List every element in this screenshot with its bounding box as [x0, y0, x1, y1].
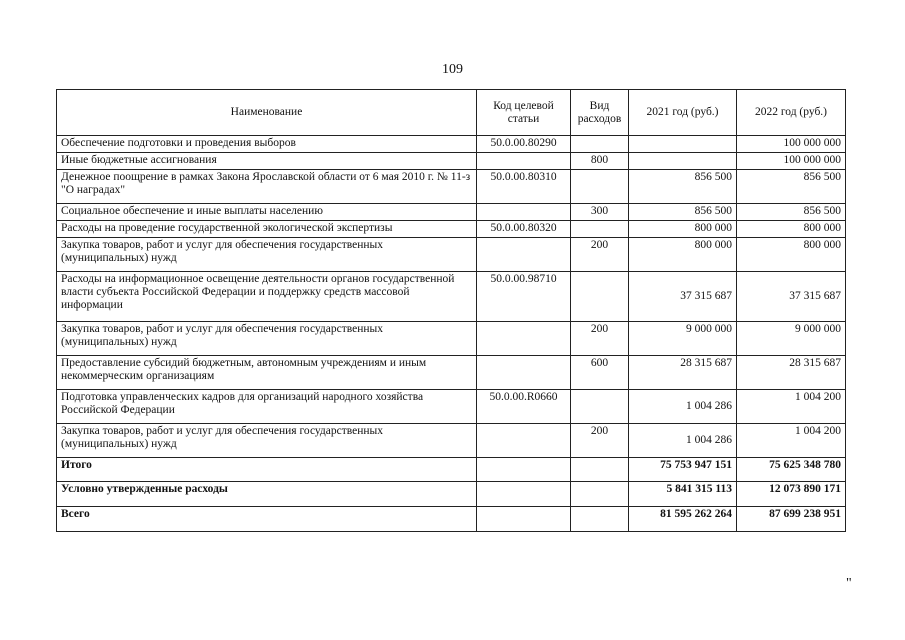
row-name: Денежное поощрение в рамках Закона Ярославской области от 6 мая 2010 г. № 11-з "О наградах": [57, 170, 477, 204]
row-2022: 1 004 200: [737, 390, 846, 424]
row-kind: [571, 272, 629, 322]
row-code: [477, 322, 571, 356]
row-2022: 856 500: [737, 170, 846, 204]
row-code: 50.0.00.98710: [477, 272, 571, 322]
table-row: [57, 322, 846, 356]
row-kind: 300: [571, 204, 629, 221]
row-name: Расходы на информационное освещение деятельности органов государственной власти субъекта Российской Федерации и поддержку средств массовой информации: [57, 272, 477, 322]
row-2021: 800 000: [629, 221, 737, 238]
row-name: Иные бюджетные ассигнования: [57, 153, 477, 170]
row-name: Закупка товаров, работ и услуг для обеспечения государственных (муниципальных) нужд: [57, 238, 477, 272]
header-2021: 2021 год (руб.): [629, 90, 737, 136]
row-code: 50.0.00.80310: [477, 170, 571, 204]
row-2022: 12 073 890 171: [737, 482, 846, 507]
table-row: [57, 153, 846, 170]
row-2022: 87 699 238 951: [737, 507, 846, 532]
row-name: Подготовка управленческих кадров для организаций народного хозяйства Российской Федерации: [57, 390, 477, 424]
row-2022: 9 000 000: [737, 322, 846, 356]
row-2022: 1 004 200: [737, 424, 846, 458]
row-kind: 200: [571, 424, 629, 458]
row-kind: [571, 507, 629, 532]
row-code: 50.0.00.80290: [477, 136, 571, 153]
table-row: [57, 424, 846, 458]
row-2021: 856 500: [629, 204, 737, 221]
row-2021: 5 841 315 113: [629, 482, 737, 507]
row-code: 50.0.00.R0660: [477, 390, 571, 424]
row-name: Условно утвержденные расходы: [57, 482, 477, 507]
page-number: 109: [442, 62, 463, 77]
row-kind: 200: [571, 322, 629, 356]
header-2022: 2022 год (руб.): [737, 90, 846, 136]
row-2021: 1 004 286: [629, 390, 737, 424]
row-name: Предоставление субсидий бюджетным, автономным учреждениям и иным некоммерческим организациям: [57, 356, 477, 390]
table-row: [57, 170, 846, 204]
header-kind: Вид расходов: [571, 90, 629, 136]
row-2021: 856 500: [629, 170, 737, 204]
row-kind: 200: [571, 238, 629, 272]
header-code: Код целевой статьи: [477, 90, 571, 136]
row-2022: 37 315 687: [737, 272, 846, 322]
row-2021: 75 753 947 151: [629, 458, 737, 482]
table-header-row: [57, 90, 846, 136]
row-code: [477, 238, 571, 272]
row-2022: 856 500: [737, 204, 846, 221]
row-name: Всего: [57, 507, 477, 532]
table-row: [57, 390, 846, 424]
row-2022: 100 000 000: [737, 136, 846, 153]
row-2021: 9 000 000: [629, 322, 737, 356]
total-row: [57, 458, 846, 482]
row-2021: 28 315 687: [629, 356, 737, 390]
budget-table: [56, 89, 846, 532]
conditional-expenses-row: [57, 482, 846, 507]
row-name: Закупка товаров, работ и услуг для обеспечения государственных (муниципальных) нужд: [57, 424, 477, 458]
table-row: [57, 136, 846, 153]
row-code: [477, 153, 571, 170]
row-name: Социальное обеспечение и иные выплаты населению: [57, 204, 477, 221]
row-kind: [571, 221, 629, 238]
row-kind: [571, 136, 629, 153]
row-kind: [571, 482, 629, 507]
table-row: [57, 238, 846, 272]
closing-quote: ": [846, 576, 852, 591]
table-row: [57, 272, 846, 322]
row-2021: 37 315 687: [629, 272, 737, 322]
row-2021: [629, 153, 737, 170]
row-kind: 800: [571, 153, 629, 170]
row-name: Итого: [57, 458, 477, 482]
row-2021: [629, 136, 737, 153]
row-name: Расходы на проведение государственной экологической экспертизы: [57, 221, 477, 238]
row-code: [477, 204, 571, 221]
row-code: [477, 507, 571, 532]
row-2022: 28 315 687: [737, 356, 846, 390]
row-code: [477, 424, 571, 458]
row-kind: 600: [571, 356, 629, 390]
grand-total-row: [57, 507, 846, 532]
row-2022: 100 000 000: [737, 153, 846, 170]
table-row: [57, 221, 846, 238]
row-kind: [571, 458, 629, 482]
row-name: Закупка товаров, работ и услуг для обеспечения государственных (муниципальных) нужд: [57, 322, 477, 356]
table-row: [57, 204, 846, 221]
row-2022: 800 000: [737, 221, 846, 238]
table-row: [57, 356, 846, 390]
row-2022: 75 625 348 780: [737, 458, 846, 482]
row-2021: 81 595 262 264: [629, 507, 737, 532]
row-name: Обеспечение подготовки и проведения выборов: [57, 136, 477, 153]
row-code: [477, 482, 571, 507]
row-2021: 800 000: [629, 238, 737, 272]
row-2022: 800 000: [737, 238, 846, 272]
header-name: Наименование: [57, 90, 477, 136]
row-code: [477, 356, 571, 390]
row-2021: 1 004 286: [629, 424, 737, 458]
row-code: 50.0.00.80320: [477, 221, 571, 238]
row-code: [477, 458, 571, 482]
row-kind: [571, 170, 629, 204]
row-kind: [571, 390, 629, 424]
